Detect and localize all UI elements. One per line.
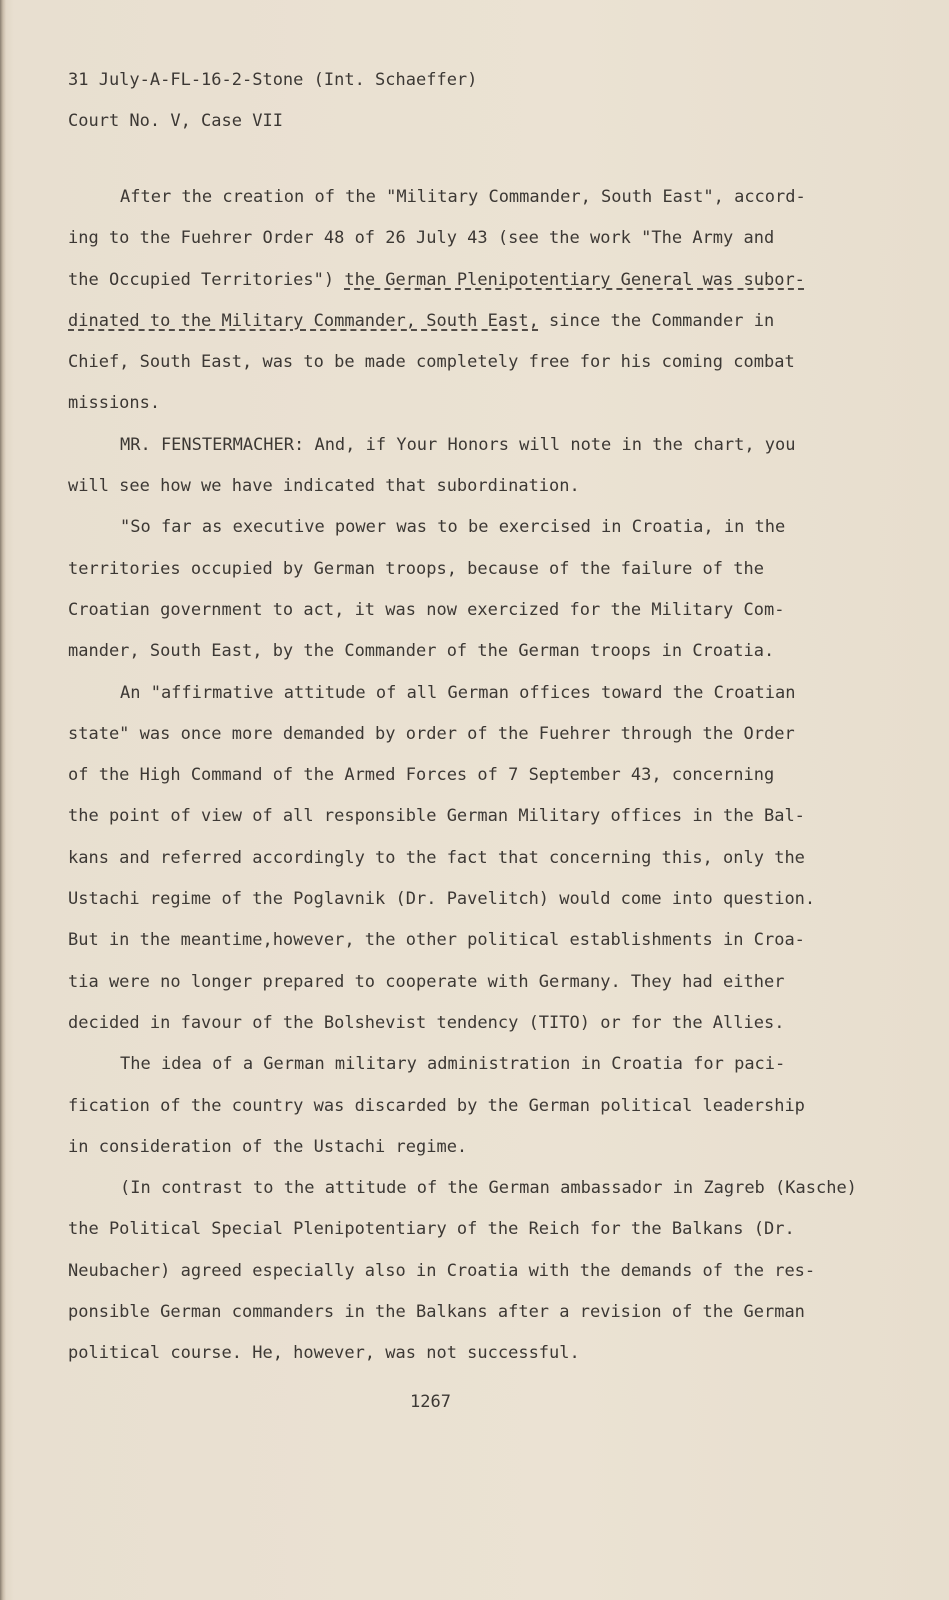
underlined-text: the German Plenipotentiary General was subor- xyxy=(344,269,805,290)
page-number: 1267 xyxy=(410,1392,451,1412)
text-line: decided in favour of the Bolshevist tendency (TITO) or for the Allies. xyxy=(68,1012,785,1033)
text-line: Ustachi regime of the Poglavnik (Dr. Pavelitch) would come into question. xyxy=(68,889,816,910)
text-line: in consideration of the Ustachi regime. xyxy=(68,1136,468,1157)
text-line xyxy=(68,301,818,342)
document-header xyxy=(68,60,868,142)
page-edge-shadow xyxy=(0,0,6,1600)
text-segment: the Occupied Territories") xyxy=(68,269,345,290)
text-line: MR. FENSTERMACHER: And, if Your Honors will note in the chart, you xyxy=(120,434,796,455)
text-line: Chief, South East, was to be made completely free for his coming combat xyxy=(68,352,795,373)
text-line: But in the meantime,however, the other political establishments in Croa- xyxy=(68,930,805,951)
text-line: the Political Special Plenipotentiary of the Reich for the Balkans (Dr. xyxy=(68,1219,795,1240)
text-line xyxy=(68,260,818,301)
text-line: ing to the Fuehrer Order 48 of 26 July 43 (see the work "The Army and xyxy=(68,228,775,249)
header-reference-line: 31 July-A-FL-16-2-Stone (Int. Schaeffer) xyxy=(68,70,478,90)
text-line: "So far as executive power was to be exercised in Croatia, in the xyxy=(120,517,786,538)
text-line: will see how we have indicated that subordination. xyxy=(68,476,580,497)
text-line: An "affirmative attitude of all German offices toward the Croatian xyxy=(120,682,796,703)
text-line: ponsible German commanders in the Balkans after a revision of the German xyxy=(68,1302,805,1323)
header-court-line: Court No. V, Case VII xyxy=(68,111,283,131)
text-line: kans and referred accordingly to the fact that concerning this, only the xyxy=(68,847,805,868)
text-line: mander, South East, by the Commander of the German troops in Croatia. xyxy=(68,641,775,662)
text-line: tia were no longer prepared to cooperate with Germany. They had either xyxy=(68,971,785,992)
text-line: political course. He, however, was not successful. xyxy=(68,1343,580,1364)
text-line: fication of the country was discarded by the German political leadership xyxy=(68,1095,805,1116)
text-line: (In contrast to the attitude of the German ambassador in Zagreb (Kasche) xyxy=(120,1178,857,1199)
text-line: Croatian government to act, it was now exercized for the Military Com- xyxy=(68,599,785,620)
text-line: missions. xyxy=(68,393,161,414)
text-line: territories occupied by German troops, because of the failure of the xyxy=(68,558,764,579)
text-segment: since the Commander in xyxy=(538,310,775,331)
text-line: the point of view of all responsible German Military offices in the Bal- xyxy=(68,806,805,827)
underlined-text: dinated to the Military Commander, South East, xyxy=(68,310,539,331)
text-line: of the High Command of the Armed Forces of 7 September 43, concerning xyxy=(68,765,775,786)
text-line: Neubacher) agreed especially also in Croatia with the demands of the res- xyxy=(68,1260,816,1281)
text-line: After the creation of the "Military Commander, South East", accord- xyxy=(120,187,806,207)
text-line: The idea of a German military administration in Croatia for paci- xyxy=(120,1054,786,1075)
document-body xyxy=(68,177,857,1375)
text-line: state" was once more demanded by order of the Fuehrer through the Order xyxy=(68,723,795,744)
